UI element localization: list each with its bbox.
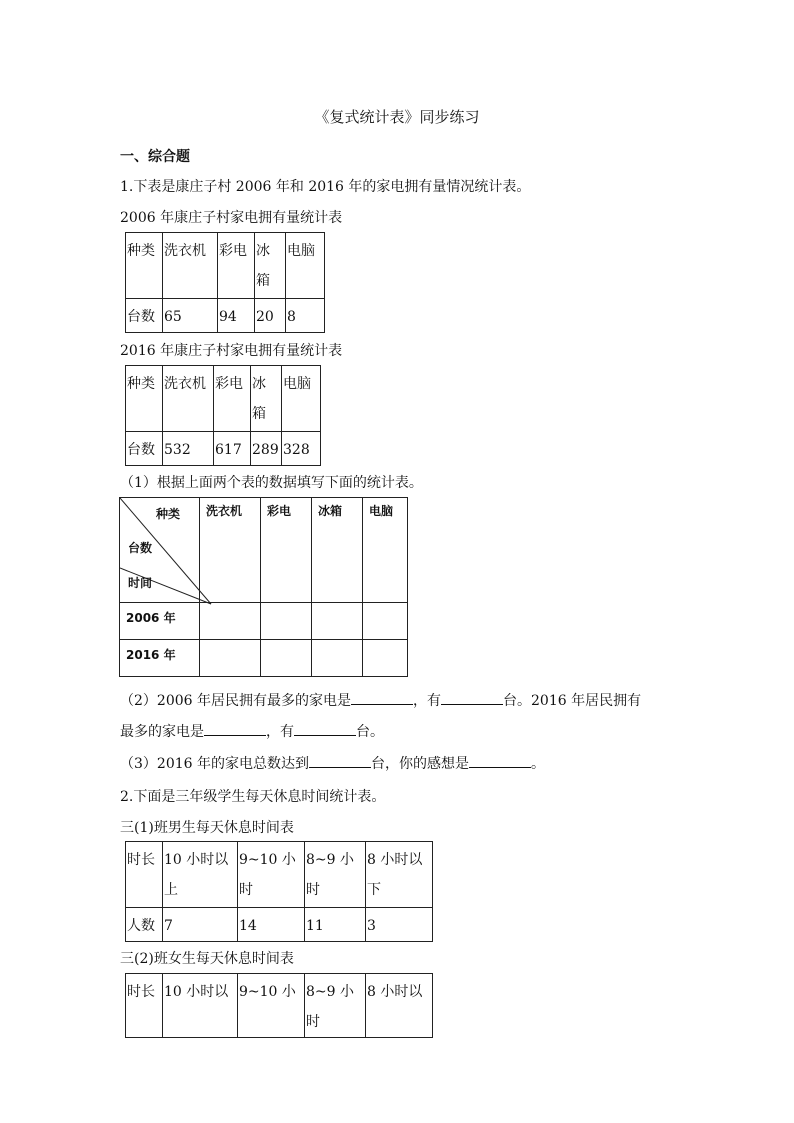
header-cell: 8~9 小时 <box>305 842 366 908</box>
text: 台。 <box>356 724 384 740</box>
corner-label-type: 种类 <box>156 507 181 521</box>
header-cell: 冰箱 <box>312 498 363 603</box>
value-cell: 617 <box>214 432 251 466</box>
row-label: 2016 年 <box>120 640 200 677</box>
header-cell <box>251 366 282 432</box>
table-row <box>126 842 433 908</box>
table-2-title: 2016 年康庄子村家电拥有量统计表 <box>120 343 343 359</box>
header-text: 8 小时以 <box>367 852 423 868</box>
value-cell: 11 <box>305 908 366 942</box>
value-cell: 8 <box>286 299 325 333</box>
table-row <box>126 974 433 1038</box>
corner-label-time: 时间 <box>128 576 153 590</box>
table-row <box>120 640 408 677</box>
header-cell: 电脑 <box>363 498 408 603</box>
header-text: 箱 <box>256 273 270 289</box>
fill-in-table <box>119 497 408 677</box>
header-cell: 8~9 小时 <box>305 974 366 1038</box>
answer-blank[interactable] <box>309 755 371 768</box>
text: （3）2016 年的家电总数达到 <box>120 756 309 772</box>
header-text: 时 <box>239 882 253 898</box>
table-row <box>126 299 325 333</box>
header-text: 箱 <box>252 406 266 422</box>
table-row <box>126 908 433 942</box>
header-cell <box>163 842 238 908</box>
header-cell: 种类 <box>126 233 163 299</box>
value-cell: 94 <box>218 299 255 333</box>
answer-blank[interactable] <box>469 755 531 768</box>
header-cell: 8 小时以 <box>366 974 433 1038</box>
header-cell <box>238 842 305 908</box>
table-4-title: 三(1)班男生每天休息时间表 <box>120 820 294 836</box>
row-label: 人数 <box>126 908 163 942</box>
empty-cell[interactable] <box>261 603 312 640</box>
text: 。 <box>531 756 545 772</box>
question-1-part-2-line-2 <box>120 721 384 741</box>
text: ，有 <box>413 693 441 709</box>
value-cell: 7 <box>163 908 238 942</box>
boys-rest-time-table <box>125 841 433 942</box>
header-text: 下 <box>367 882 381 898</box>
answer-blank[interactable] <box>294 723 356 736</box>
table-1-title: 2006 年康庄子村家电拥有量统计表 <box>120 210 343 226</box>
empty-cell[interactable] <box>363 603 408 640</box>
header-cell: 10 小时以 <box>163 974 238 1038</box>
question-1-part-3 <box>120 753 545 773</box>
header-cell: 洗衣机 <box>163 233 218 299</box>
header-text: 10 小时以 <box>164 852 229 868</box>
header-cell: 种类 <box>126 366 163 432</box>
header-cell: 彩电 <box>261 498 312 603</box>
corner-label-count: 台数 <box>128 541 153 555</box>
answer-blank[interactable] <box>204 723 266 736</box>
header-cell: 洗衣机 <box>200 498 261 603</box>
header-text: 冰 <box>252 376 266 392</box>
empty-cell[interactable] <box>261 640 312 677</box>
header-cell: 9~10 小 <box>238 974 305 1038</box>
answer-blank[interactable] <box>441 692 503 705</box>
text: 最多的家电是 <box>120 724 204 740</box>
header-cell <box>366 842 433 908</box>
empty-cell[interactable] <box>200 603 261 640</box>
empty-cell[interactable] <box>200 640 261 677</box>
table-row <box>126 233 325 299</box>
table-row <box>120 603 408 640</box>
question-1-part-1: （1）根据上面两个表的数据填写下面的统计表。 <box>120 475 423 491</box>
header-cell: 洗衣机 <box>163 366 214 432</box>
table-row <box>126 366 321 432</box>
table-2006 <box>125 232 325 333</box>
row-label: 台数 <box>126 432 163 466</box>
header-text: 上 <box>164 882 178 898</box>
text: 台，你的感想是 <box>371 756 469 772</box>
row-label: 台数 <box>126 299 163 333</box>
header-text: 冰 <box>256 243 270 259</box>
table-row <box>120 498 408 603</box>
girls-rest-time-table <box>125 973 433 1038</box>
value-cell: 289 <box>251 432 282 466</box>
table-row <box>126 432 321 466</box>
table-5-title: 三(2)班女生每天休息时间表 <box>120 951 294 967</box>
text: （2）2006 年居民拥有最多的家电是 <box>120 693 351 709</box>
header-cell: 彩电 <box>214 366 251 432</box>
header-cell: 时长 <box>126 974 163 1038</box>
question-1-intro: 1.下表是康庄子村 2006 年和 2016 年的家电拥有量情况统计表。 <box>120 179 531 195</box>
row-label: 2006 年 <box>120 603 200 640</box>
header-cell: 电脑 <box>282 366 321 432</box>
header-text: 9~10 小 <box>239 852 296 868</box>
value-cell: 65 <box>163 299 218 333</box>
value-cell: 14 <box>238 908 305 942</box>
header-cell <box>255 233 286 299</box>
value-cell: 3 <box>366 908 433 942</box>
text: ，有 <box>266 724 294 740</box>
empty-cell[interactable] <box>312 603 363 640</box>
page-title: 《复式统计表》同步练习 <box>314 108 480 126</box>
empty-cell[interactable] <box>363 640 408 677</box>
answer-blank[interactable] <box>351 692 413 705</box>
value-cell: 328 <box>282 432 321 466</box>
header-cell: 时长 <box>126 842 163 908</box>
question-2-intro: 2.下面是三年级学生每天休息时间统计表。 <box>120 789 386 805</box>
header-cell: 电脑 <box>286 233 325 299</box>
value-cell: 20 <box>255 299 286 333</box>
section-heading: 一、综合题 <box>120 149 190 165</box>
table-2016 <box>125 365 321 466</box>
text: 台。2016 年居民拥有 <box>503 693 642 709</box>
empty-cell[interactable] <box>312 640 363 677</box>
header-cell: 彩电 <box>218 233 255 299</box>
question-1-part-2-line-1 <box>120 690 641 710</box>
diagonal-header-cell <box>120 498 200 603</box>
value-cell: 532 <box>163 432 214 466</box>
